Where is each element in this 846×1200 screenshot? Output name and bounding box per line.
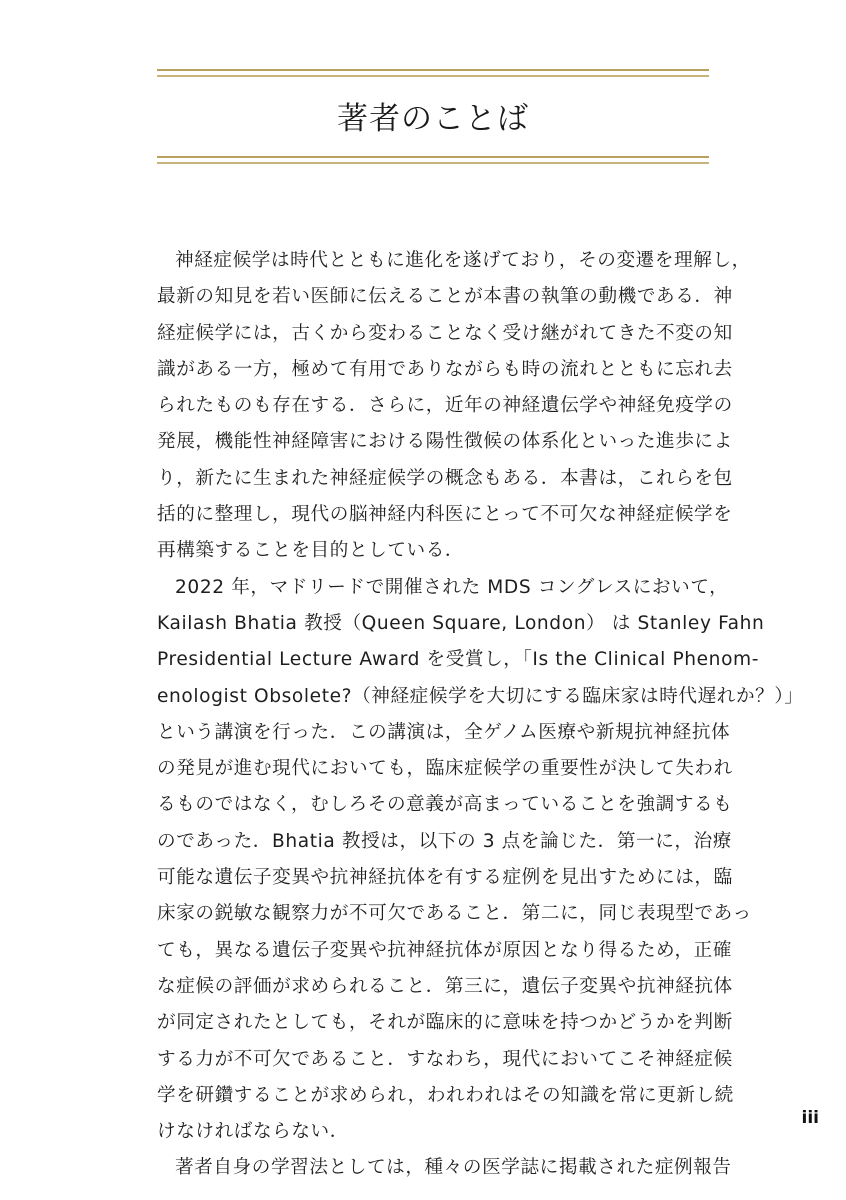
gold-rule-line bbox=[157, 69, 709, 71]
text-line: 発展，機能性神経障害における陽性徴候の体系化といった進歩によ bbox=[157, 431, 733, 453]
gold-rule-line bbox=[157, 75, 709, 77]
text-line: ても，異なる遺伝子変異や抗神経抗体が原因となり得るため，正確 bbox=[157, 939, 733, 961]
text-line: 再構築することを目的としている． bbox=[157, 540, 465, 562]
title-rule-top bbox=[157, 69, 709, 81]
text-line: enologist Obsolete?（神経症候学を大切にする臨床家は時代遅れか？）」 bbox=[157, 685, 804, 707]
text-line: する力が不可欠であること．すなわち，現代においてこそ神経症候 bbox=[157, 1048, 733, 1070]
text-line: のであった．Bhatia 教授は，以下の 3 点を論じた．第一に，治療 bbox=[157, 830, 733, 852]
gold-rule-line bbox=[157, 162, 709, 164]
text-line: 経症候学には，古くから変わることなく受け継がれてきた不変の知 bbox=[157, 322, 733, 344]
text-line: 著者自身の学習法としては，種々の医学誌に掲載された症例報告 bbox=[175, 1157, 732, 1179]
text-line: 2022 年，マドリードで開催された MDS コングレスにおいて， bbox=[175, 576, 729, 598]
page-title: 著者のことば bbox=[337, 101, 529, 137]
text-line: Presidential Lecture Award を受賞し，「Is the Clinical Phenom- bbox=[157, 649, 760, 671]
text-line: な症候の評価が求められること．第三に，遺伝子変異や抗神経抗体 bbox=[157, 975, 733, 997]
text-line: り，新たに生まれた神経症候学の概念もある．本書は，これらを包 bbox=[157, 467, 733, 489]
text-line: 神経症候学は時代とともに進化を遂げており，その変遷を理解し， bbox=[175, 250, 751, 271]
text-line: 床家の鋭敏な観察力が不可欠であること．第二に，同じ表現型であっ bbox=[157, 903, 752, 925]
text-line: という講演を行った．この講演は，全ゲノム医療や新規抗神経抗体 bbox=[157, 721, 731, 743]
title-rule-bottom bbox=[157, 156, 709, 168]
text-line: の発見が進む現代においても，臨床症候学の重要性が決して失われ bbox=[157, 758, 733, 780]
text-line: 最新の知見を若い医師に伝えることが本書の執筆の動機である．神 bbox=[157, 286, 733, 308]
text-line: が同定されたとしても，それが臨床的に意味を持つかどうかを判断 bbox=[157, 1012, 733, 1034]
text-line: 括的に整理し，現代の脳神経内科医にとって不可欠な神経症候学を bbox=[157, 504, 733, 526]
page-number: iii bbox=[801, 1108, 819, 1128]
text-line: 識がある一方，極めて有用でありながらも時の流れとともに忘れ去 bbox=[157, 358, 733, 380]
gold-rule-line bbox=[157, 156, 709, 158]
paragraph bbox=[157, 1150, 732, 1186]
text-line: るものではなく，むしろその意義が高まっていることを強調するも bbox=[157, 794, 733, 816]
paragraph bbox=[157, 243, 751, 570]
body-text bbox=[157, 243, 804, 1187]
text-line: Kailash Bhatia 教授（Queen Square, London） は Stanley Fahn bbox=[157, 612, 765, 634]
text-line: 可能な遺伝子変異や抗神経抗体を有する症例を見出すためには，臨 bbox=[157, 867, 733, 889]
text-line: 学を研鑽することが求められ，われわれはその知識を常に更新し続 bbox=[157, 1084, 734, 1106]
text-line: られたものも存在する．さらに，近年の神経遺伝学や神経免疫学の bbox=[157, 395, 733, 417]
paragraph bbox=[157, 570, 804, 1151]
text-line: けなければならない． bbox=[157, 1121, 349, 1143]
